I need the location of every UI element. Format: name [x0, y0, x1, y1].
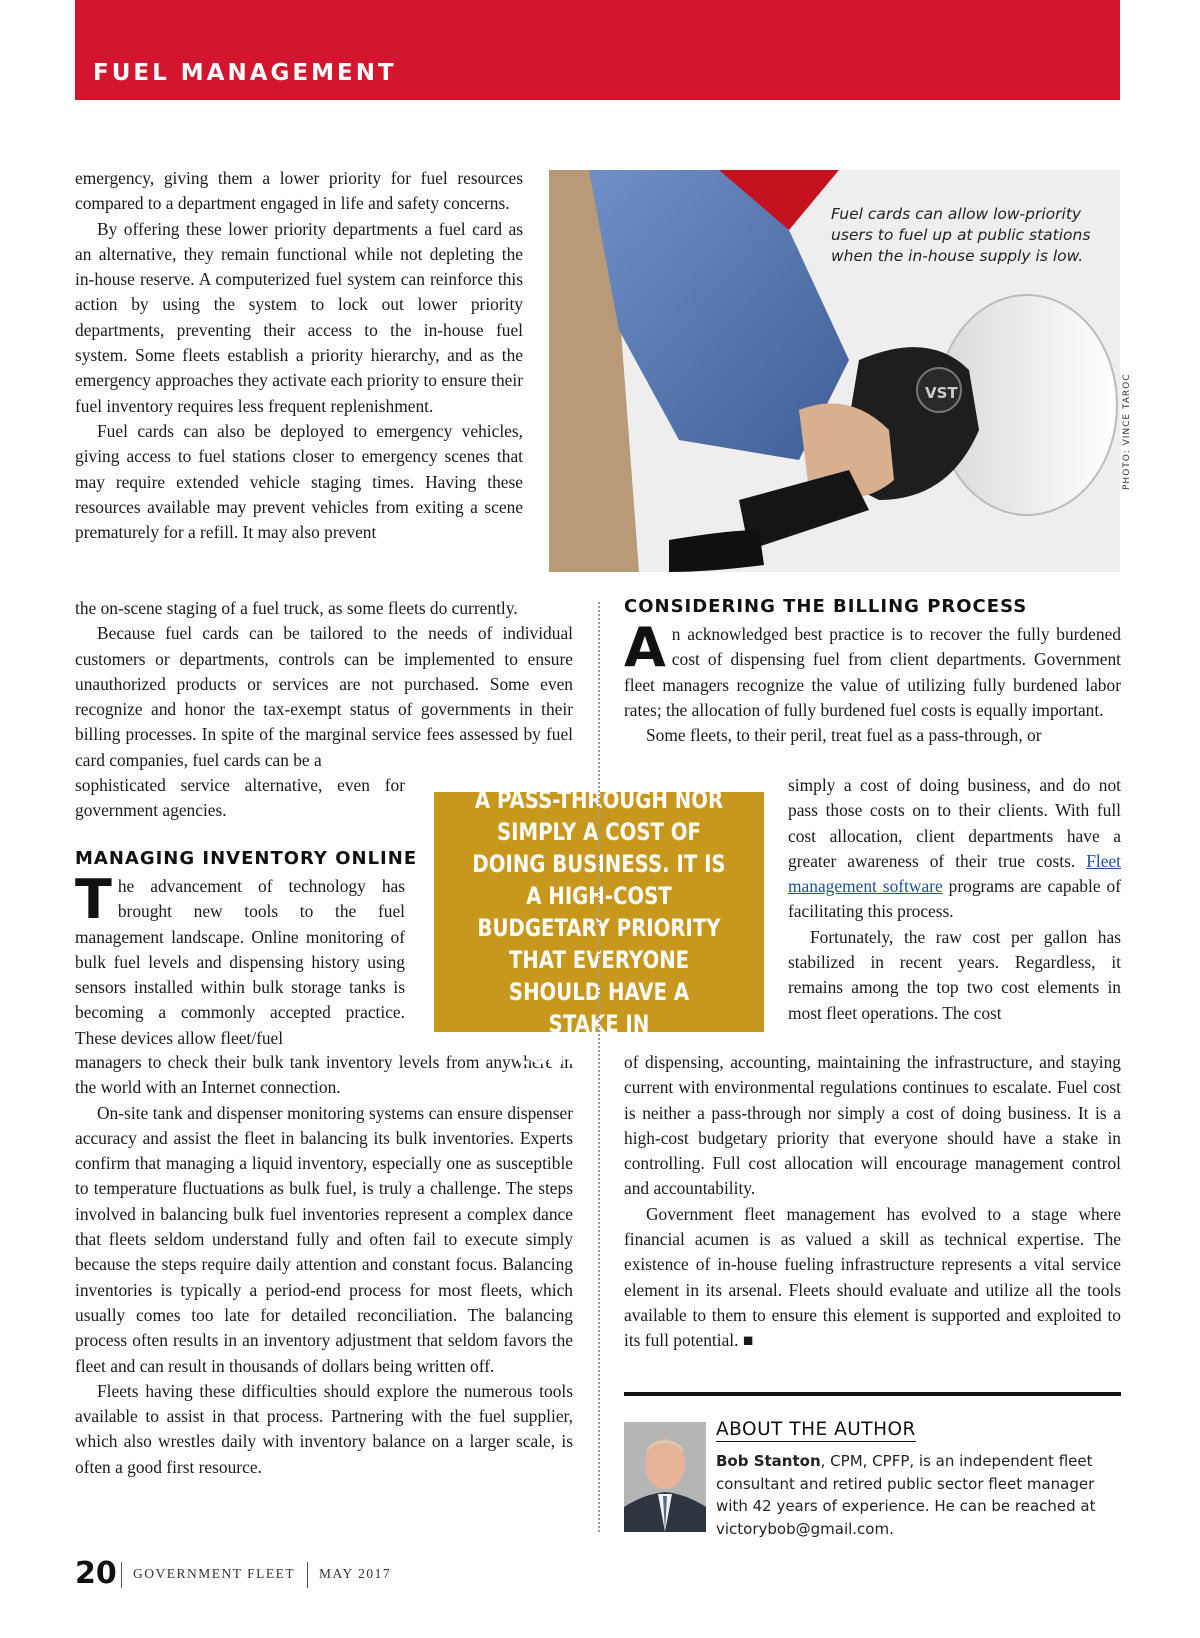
photo-credit: PHOTO: VINCE TAROC: [1122, 373, 1132, 490]
paragraph: Because fuel cards can be tailored to the needs of individual customers or departments, controls can be implemented to ensure unauthorized products or services are not purchased. Some even recognize and honor the tax-exempt status of governments in their billing processes. In spite of the marginal service fees assessed by fuel card companies, fuel cards can be a: [75, 623, 573, 770]
author-bio: [716, 1450, 1121, 1540]
paragraph: emergency, giving them a lower priority for fuel resources compared to a department engaged in life and safety concerns.: [75, 168, 523, 214]
right-column-narrow: [788, 773, 1121, 1026]
author-portrait: [624, 1422, 706, 1532]
paragraph-text: programs are capable of facilitating this process.: [788, 876, 1121, 922]
publication-name: GOVERNMENT FLEET: [133, 1566, 296, 1581]
pull-quote-text: FUEL COST IS NEITHER A PASS-THROUGH NOR SIMPLY A COST OF DOING BUSINESS. IT IS A HIGH-COST BUDGETARY PRIORITY THAT EVERYONE SHOULD HAVE A STAKE IN CONTROLLING.: [472, 754, 726, 1070]
paragraph-text: n acknowledged best practice is to recover the fully burdened cost of dispensing fuel from client departments. Government fleet managers recognize the value of utilizing fully burdened labor rates; the allocation of fully burdened fuel costs is equally important.: [624, 624, 1121, 720]
left-column-bottom: [75, 1050, 573, 1480]
footer-separator: [307, 1562, 308, 1588]
author-photo: [624, 1422, 706, 1532]
page-number: 20: [75, 1556, 117, 1591]
heading-managing-inventory: MANAGING INVENTORY ONLINE: [75, 848, 418, 869]
paragraph: Fortunately, the raw cost per gallon has stabilized in recent years. Regardless, it remains among the top two cost elements in most fleet operations. The cost: [788, 926, 1121, 1023]
paragraph: On-site tank and dispenser monitoring systems can ensure dispenser accuracy and assist the fleet in balancing its bulk inventories. Experts confirm that managing a liquid inventory, especially one as susceptible to temperature fluctuations as bulk fuel, is truly a challenge. The steps involved in balancing bulk fuel inventories represent a complex dance that fleets seldom understand fully and often fail to execute simply because the steps require daily attention and constant focus. Balancing inventories is typically a period-end process for most fleets, which usually comes too late for detailed reconciliation. The balancing process often results in an inventory adjustment that seldom favors the fleet and can result in thousands of dollars being written off.: [75, 1102, 573, 1376]
footer-separator: [121, 1562, 122, 1588]
paragraph-text: Government fleet management has evolved to a stage where financial acumen is as valued a skill as technical expertise. The existence of in-house fueling infrastructure represents a vital service element in its arsenal. Fleets should evaluate and utilize all the tools available to them to ensure this element is supported and exploited to its full potential.: [624, 1203, 1121, 1351]
paragraph: By offering these lower priority departments a fuel card as an alternative, they remain functional while not depleting the in-house reserve. A computerized fuel system can reinforce this action by using the system to lock out lower priority departments, preventing their access to the in-house fuel system. Some fleets establish a priority hierarchy, and as the emergency approaches they activate each priority to ensure their fuel inventory requires less frequent replenishment.: [75, 218, 523, 416]
nozzle-brand-text: VST: [925, 384, 958, 402]
paragraph: [624, 616, 1121, 723]
fleet-management-software-link[interactable]: Fleet management software: [788, 850, 1121, 897]
paragraph: [75, 868, 405, 1051]
heading-billing-process: CONSIDERING THE BILLING PROCESS: [624, 596, 1028, 617]
drop-cap: T: [75, 868, 112, 931]
paragraph: of dispensing, accounting, maintaining the infrastructure, and staying current with environmental regulations continues to escalate. Fuel cost is neither a pass-through nor simply a cost of doing business. It is a high-cost budgetary priority that everyone should have a stake in controlling. Full cost allocation will encourage management control and accountability.: [624, 1052, 1121, 1199]
issue-date: MAY 2017: [319, 1566, 392, 1581]
left-column-narrow: [75, 773, 405, 824]
paragraph: managers to check their bulk tank inventory levels from anywhere in the world with an Internet connection.: [75, 1052, 573, 1098]
author-name: Bob Stanton: [716, 1452, 821, 1470]
column-divider: [598, 602, 600, 1532]
inventory-intro: [75, 868, 405, 1051]
section-banner: [75, 0, 1120, 100]
section-label: FUEL MANAGEMENT: [93, 60, 397, 86]
right-column-top: [624, 616, 1121, 748]
paragraph: sophisticated service alternative, even for government agencies.: [75, 775, 405, 821]
photo-caption: Fuel cards can allow low-priority users to fuel up at public stations when the in-house supply is low.: [831, 205, 1091, 265]
end-mark: ■: [742, 1330, 754, 1351]
paragraph: Fleets having these difficulties should explore the numerous tools available to assist in that process. Partnering with the fuel supplier, which also wrestles daily with inventory balance on a larger scale, is often a good first resource.: [75, 1380, 573, 1477]
paragraph: Some fleets, to their peril, treat fuel as a pass-through, or: [646, 725, 1042, 746]
fuel-pump-photo: [549, 170, 1120, 572]
author-divider-rule: [624, 1392, 1121, 1396]
paragraph: Fuel cards can also be deployed to emergency vehicles, giving access to fuel stations closer to emergency scenes that may require extended vehicle staging times. Having these resources available may prevent vehicles from exiting a scene prematurely for a refill. It may also prevent: [75, 420, 523, 543]
paragraph: the on-scene staging of a fuel truck, as some fleets do currently.: [75, 598, 518, 618]
paragraph: [624, 1202, 1121, 1354]
paragraph-text: simply a cost of doing business, and do not pass those costs on to their clients. With full cost allocation, client departments have a greater awareness of their true costs.: [788, 775, 1121, 871]
left-column-middle: [75, 596, 573, 773]
author-bio-text: , CPM, CPFP, is an independent fleet consultant and retired public sector fleet manager with 42 years of experience. He can be reached at victorybob@gmail.com.: [716, 1452, 1096, 1538]
drop-cap: A: [624, 616, 666, 679]
paragraph-text: he advancement of technology has brought new tools to the fuel management landscape. Online monitoring of bulk fuel levels and dispensing history using sensors installed within bulk storage tanks is becoming a commonly accepted practice. These devices allow fleet/fuel: [75, 876, 405, 1048]
about-author-heading: ABOUT THE AUTHOR: [716, 1419, 916, 1440]
paragraph: [788, 773, 1121, 925]
left-column-top: [75, 166, 523, 545]
right-column-bottom: [624, 1050, 1121, 1354]
